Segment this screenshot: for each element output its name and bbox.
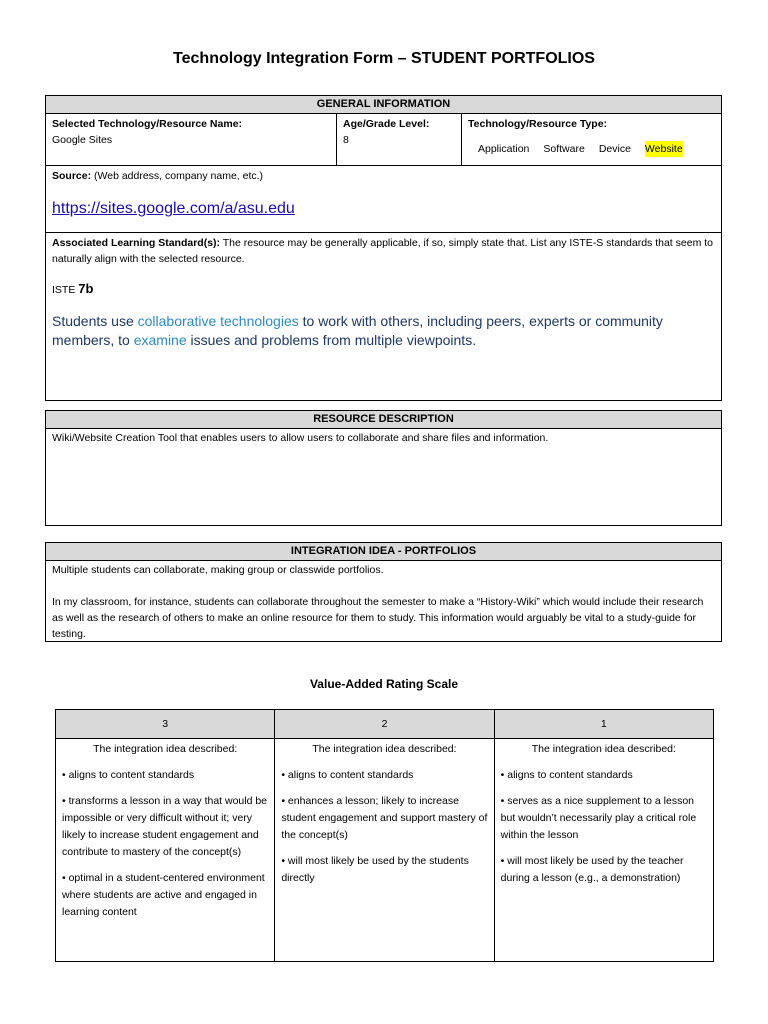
integration-idea-body (46, 561, 721, 643)
technology-name-value: Google Sites (52, 134, 113, 146)
rating-score-2: 2 (275, 710, 494, 739)
integration-paragraph-2: In my classroom, for instance, students can collaborate throughout the semester to make a “History-Wiki” which would include their research as well as the research of others to make an online resource for them to study. This information would arguably be vital to a study-guide for testing. (52, 596, 704, 640)
resource-description-section (45, 410, 722, 526)
iste-standard (52, 281, 715, 298)
rating-scale-title: Value-Added Rating Scale (309, 677, 459, 691)
standard-text-part2: to work with others, including peers, experts or community members, to (52, 313, 663, 348)
rating-point: • aligns to content standards (500, 769, 633, 781)
type-option-device: Device (598, 143, 631, 155)
rating-header-row (56, 710, 714, 739)
integration-idea-section (45, 542, 722, 642)
rating-point: • aligns to content standards (281, 769, 414, 781)
page-title: Technology Integration Form – STUDENT PORTFOLIOS (173, 50, 595, 67)
rating-body-row (56, 739, 714, 962)
rating-point: • will most likely be used by the teacher during a lesson (e.g., a demonstration) (500, 855, 684, 884)
type-option-website-selected: Website (644, 143, 683, 155)
source-label: Source: (52, 170, 92, 182)
source-hint: (Web address, company name, etc.) (91, 170, 264, 182)
rating-intro: The integration idea described: (312, 743, 457, 755)
source-row (46, 166, 721, 233)
general-information-section (45, 95, 722, 401)
age-grade-value: 8 (343, 134, 349, 146)
standard-text-part3: issues and problems from multiple viewpoints. (186, 332, 477, 348)
rating-cell-3 (56, 739, 275, 962)
technology-name-label: Selected Technology/Resource Name: (52, 118, 243, 130)
iste-prefix: ISTE (52, 284, 79, 296)
standards-label: Associated Learning Standard(s): (52, 237, 221, 249)
standard-text-part1: Students use (52, 313, 138, 329)
rating-point: • serves as a nice supplement to a lesson but wouldn’t necessarily play a critical role within the lesson (500, 795, 697, 841)
standard-text (52, 312, 715, 350)
rating-score-1: 1 (494, 710, 713, 739)
standard-keyword-examine: examine (133, 332, 187, 348)
rating-point: • aligns to content standards (62, 769, 195, 781)
age-grade-label: Age/Grade Level: (343, 118, 430, 130)
technology-row (46, 114, 721, 166)
rating-cell-2 (275, 739, 494, 962)
rating-point: • optimal in a student-centered environment where students are active and engaged in learning content (62, 872, 265, 918)
general-information-header: GENERAL INFORMATION (46, 96, 721, 114)
integration-paragraph-1: Multiple students can collaborate, making group or classwide portfolios. (52, 564, 384, 576)
resource-type-options (468, 141, 715, 157)
rating-point: • enhances a lesson; likely to increase student engagement and support mastery of the concept(s) (281, 795, 488, 841)
standards-description: The resource may be generally applicable, if so, simply state that. List any ISTE-S standards that seem to naturally align with the selected resource. (52, 237, 713, 265)
rating-cell-1 (494, 739, 713, 962)
rating-score-3: 3 (56, 710, 275, 739)
type-option-software: Software (543, 143, 585, 155)
rating-scale-table (55, 709, 714, 962)
rating-intro: The integration idea described: (531, 743, 676, 755)
standards-row (46, 233, 721, 400)
resource-description-header: RESOURCE DESCRIPTION (46, 411, 721, 429)
resource-type-label: Technology/Resource Type: (468, 118, 608, 130)
rating-point: • will most likely be used by the students directly (281, 855, 469, 884)
type-option-application: Application (478, 143, 530, 155)
resource-description-text: Wiki/Website Creation Tool that enables users to allow users to collaborate and share files and information. (52, 432, 549, 444)
age-grade-cell (337, 114, 462, 165)
rating-intro: The integration idea described: (93, 743, 238, 755)
technology-name-cell (46, 114, 337, 165)
integration-idea-header: INTEGRATION IDEA - PORTFOLIOS (46, 543, 721, 561)
iste-number: 7b (78, 281, 94, 296)
rating-point: • transforms a lesson in a way that would be impossible or very difficult without it; very likely to increase student engagement and contribute to mastery of the concept(s) (62, 795, 268, 858)
standard-keyword-collaborative: collaborative technologies (137, 313, 299, 329)
resource-type-cell (462, 114, 721, 165)
source-url-link[interactable]: https://sites.google.com/a/asu.edu (52, 200, 295, 217)
